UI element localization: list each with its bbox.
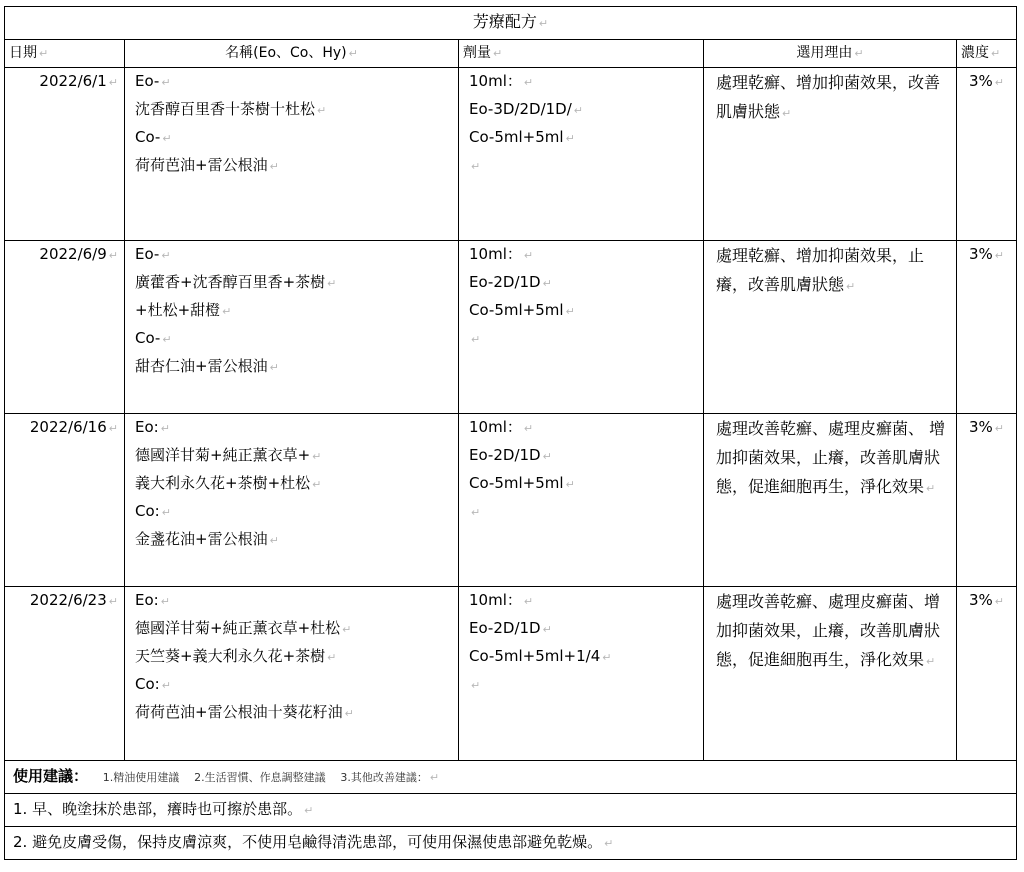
name-cell bbox=[125, 241, 459, 414]
paragraph-mark: ↵ bbox=[994, 249, 1005, 262]
dose-text: 10ml： bbox=[469, 418, 522, 436]
name-line bbox=[135, 587, 458, 615]
date-cell bbox=[5, 414, 125, 587]
usage-label: 使用建議： bbox=[13, 767, 89, 785]
date-text: 2022/6/16 bbox=[29, 418, 107, 436]
paragraph-mark: ↵ bbox=[161, 249, 171, 262]
reason-line bbox=[716, 414, 950, 503]
dose-line bbox=[469, 615, 703, 643]
dose-line bbox=[469, 152, 703, 180]
concentration-cell bbox=[957, 414, 1017, 587]
concentration-cell bbox=[957, 587, 1017, 761]
paragraph-mark: ↵ bbox=[108, 76, 118, 89]
paragraph-mark: ↵ bbox=[108, 422, 118, 435]
paragraph-mark: ↵ bbox=[344, 707, 354, 720]
name-line bbox=[135, 124, 458, 152]
reason-text: 處理乾癬、增加抑菌效果，改善肌膚狀態 bbox=[716, 73, 941, 121]
formula-row bbox=[5, 241, 1017, 414]
table-title: 芳療配方 ↵ bbox=[5, 7, 1017, 40]
usage-item: 3.其他改善建議： bbox=[340, 771, 428, 784]
usage-row bbox=[5, 761, 1017, 794]
paragraph-mark: ↵ bbox=[471, 679, 481, 692]
name-line bbox=[135, 470, 458, 498]
paragraph-mark: ↵ bbox=[108, 595, 118, 608]
date-cell bbox=[5, 587, 125, 761]
name-text: Eo- bbox=[135, 245, 160, 263]
dose-line bbox=[469, 442, 703, 470]
paragraph-mark: ↵ bbox=[161, 679, 171, 692]
name-cell bbox=[125, 68, 459, 241]
paragraph-mark: ↵ bbox=[161, 506, 171, 519]
reason-cell bbox=[704, 68, 957, 241]
paragraph-mark: ↵ bbox=[565, 132, 575, 145]
paragraph-mark: ↵ bbox=[782, 107, 792, 120]
paragraph-mark: ↵ bbox=[542, 450, 552, 463]
concentration-text: 3% bbox=[969, 72, 993, 90]
header-name: 名稱(Eo、Co、Hy) ↵ bbox=[125, 40, 459, 68]
dose-text: 10ml： bbox=[469, 245, 522, 263]
name-line bbox=[135, 325, 458, 353]
name-text: 天竺葵+義大利永久花+茶樹 bbox=[135, 647, 326, 665]
dose-line bbox=[469, 671, 703, 699]
name-text: 德國洋甘菊+純正薰衣草+杜松 bbox=[135, 619, 341, 637]
dose-line bbox=[469, 587, 703, 615]
paragraph-mark: ↵ bbox=[317, 104, 327, 117]
name-text: Co- bbox=[135, 329, 161, 347]
name-text: 甜杏仁油+雷公根油 bbox=[135, 357, 268, 375]
name-text: 德國洋甘菊+純正薰衣草+ bbox=[135, 446, 311, 464]
header-reason: 選用理由 ↵ bbox=[704, 40, 957, 68]
name-text: Eo- bbox=[135, 72, 160, 90]
header-date: 日期 ↵ bbox=[5, 40, 125, 68]
name-line bbox=[135, 68, 458, 96]
name-text: 沈香醇百里香十茶樹十杜松 bbox=[135, 100, 316, 118]
paragraph-mark: ↵ bbox=[327, 277, 337, 290]
paragraph-mark: ↵ bbox=[108, 249, 118, 262]
concentration-text: 3% bbox=[969, 245, 993, 263]
name-line bbox=[135, 152, 458, 180]
paragraph-mark: ↵ bbox=[602, 651, 612, 664]
name-line bbox=[135, 414, 458, 442]
paragraph-mark: ↵ bbox=[523, 249, 534, 262]
date-text: 2022/6/1 bbox=[39, 72, 107, 90]
name-line bbox=[135, 442, 458, 470]
dose-line bbox=[469, 269, 703, 297]
paragraph-mark: ↵ bbox=[269, 534, 279, 547]
paragraph-mark: ↵ bbox=[160, 422, 170, 435]
header-row bbox=[5, 40, 1017, 68]
dose-line bbox=[469, 325, 703, 353]
name-cell bbox=[125, 587, 459, 761]
reason-text: 處理乾癬、增加抑菌效果，止癢，改善肌膚狀態 bbox=[716, 246, 925, 294]
date-text: 2022/6/9 bbox=[39, 245, 107, 263]
dose-text: Co-5ml+5ml bbox=[469, 128, 564, 146]
name-line bbox=[135, 643, 458, 671]
paragraph-mark: ↵ bbox=[312, 478, 322, 491]
dose-line bbox=[469, 241, 703, 269]
paragraph-mark: ↵ bbox=[161, 76, 171, 89]
date-cell bbox=[5, 241, 125, 414]
name-line bbox=[135, 699, 458, 727]
reason-text: 處理改善乾癬、處理皮癬菌、增加抑菌效果，止癢，改善肌膚狀態，促進細胞再生，淨化效果 bbox=[716, 592, 941, 669]
name-text: +杜松+甜橙 bbox=[135, 301, 221, 319]
dose-line bbox=[469, 68, 703, 96]
paragraph-mark: ↵ bbox=[471, 160, 481, 173]
dose-cell bbox=[459, 587, 704, 761]
name-cell bbox=[125, 414, 459, 587]
paragraph-mark: ↵ bbox=[523, 422, 534, 435]
concentration-cell bbox=[957, 241, 1017, 414]
name-text: 荷荷芭油+雷公根油 bbox=[135, 156, 268, 174]
formula-row bbox=[5, 414, 1017, 587]
header-concentration: 濃度 ↵ bbox=[957, 40, 1017, 68]
reason-line bbox=[716, 241, 950, 301]
dose-text: 10ml： bbox=[469, 72, 522, 90]
document bbox=[4, 6, 1016, 860]
name-line bbox=[135, 353, 458, 381]
paragraph-mark: ↵ bbox=[160, 595, 170, 608]
reason-text: 處理改善乾癬、處理皮癬菌、 增加抑菌效果，止癢，改善肌膚狀態，促進細胞再生，淨化效果 bbox=[716, 419, 946, 496]
name-line bbox=[135, 615, 458, 643]
name-line bbox=[135, 297, 458, 325]
dose-text: Co-5ml+5ml bbox=[469, 474, 564, 492]
advice-1: 1. 早、晚塗抹於患部，癢時也可擦於患部。 ↵ bbox=[5, 794, 1017, 827]
paragraph-mark: ↵ bbox=[542, 623, 552, 636]
concentration-text: 3% bbox=[969, 591, 993, 609]
dose-cell bbox=[459, 68, 704, 241]
name-line bbox=[135, 498, 458, 526]
date-cell bbox=[5, 68, 125, 241]
dose-text: 10ml： bbox=[469, 591, 522, 609]
advice-row bbox=[5, 794, 1017, 827]
paragraph-mark: ↵ bbox=[222, 305, 232, 318]
dose-line bbox=[469, 470, 703, 498]
reason-cell bbox=[704, 587, 957, 761]
name-line bbox=[135, 241, 458, 269]
paragraph-mark: ↵ bbox=[471, 506, 481, 519]
paragraph-mark: ↵ bbox=[926, 482, 936, 495]
dose-text: Eo-2D/1D bbox=[469, 619, 541, 637]
paragraph-mark: ↵ bbox=[994, 422, 1005, 435]
usage-item: 1.精油使用建議 bbox=[102, 771, 180, 784]
paragraph-mark: ↵ bbox=[162, 333, 172, 346]
concentration-text: 3% bbox=[969, 418, 993, 436]
paragraph-mark: ↵ bbox=[523, 595, 534, 608]
dose-line bbox=[469, 96, 703, 124]
dose-text: Eo-2D/1D bbox=[469, 273, 541, 291]
dose-cell bbox=[459, 241, 704, 414]
dose-line bbox=[469, 414, 703, 442]
name-text: 金盞花油+雷公根油 bbox=[135, 530, 268, 548]
reason-cell bbox=[704, 241, 957, 414]
name-text: 廣藿香+沈香醇百里香+茶樹 bbox=[135, 273, 326, 291]
formula-row bbox=[5, 587, 1017, 761]
paragraph-mark: ↵ bbox=[312, 450, 322, 463]
dose-text: Eo-3D/2D/1D/ bbox=[469, 100, 572, 118]
aromatherapy-table bbox=[4, 6, 1017, 860]
dose-line bbox=[469, 297, 703, 325]
paragraph-mark: ↵ bbox=[342, 623, 352, 636]
paragraph-mark: ↵ bbox=[523, 76, 534, 89]
advice-2: 2. 避免皮膚受傷，保持皮膚涼爽，不使用皂鹼得清洗患部，可使用保濕使患部避免乾燥。 ↵ bbox=[5, 827, 1017, 860]
paragraph-mark: ↵ bbox=[565, 478, 575, 491]
name-line bbox=[135, 96, 458, 124]
paragraph-mark: ↵ bbox=[162, 132, 172, 145]
reason-line bbox=[716, 587, 950, 676]
header-dose: 劑量 ↵ bbox=[459, 40, 704, 68]
dose-line bbox=[469, 643, 703, 671]
date-text: 2022/6/23 bbox=[29, 591, 107, 609]
paragraph-mark: ↵ bbox=[542, 277, 552, 290]
name-text: Co: bbox=[135, 502, 160, 520]
name-text: Eo: bbox=[135, 591, 159, 609]
name-text: Co: bbox=[135, 675, 160, 693]
paragraph-mark: ↵ bbox=[573, 104, 584, 117]
formula-row bbox=[5, 68, 1017, 241]
paragraph-mark: ↵ bbox=[994, 76, 1005, 89]
concentration-cell bbox=[957, 68, 1017, 241]
paragraph-mark: ↵ bbox=[471, 333, 481, 346]
advice-row bbox=[5, 827, 1017, 860]
paragraph-mark: ↵ bbox=[269, 160, 279, 173]
dose-line bbox=[469, 124, 703, 152]
paragraph-mark: ↵ bbox=[269, 361, 279, 374]
paragraph-mark: ↵ bbox=[926, 655, 936, 668]
name-text: Eo: bbox=[135, 418, 159, 436]
dose-text: Eo-2D/1D bbox=[469, 446, 541, 464]
name-text: Co- bbox=[135, 128, 161, 146]
name-line bbox=[135, 671, 458, 699]
dose-text: Co-5ml+5ml bbox=[469, 301, 564, 319]
title-row bbox=[5, 7, 1017, 40]
paragraph-mark: ↵ bbox=[565, 305, 575, 318]
dose-text: Co-5ml+5ml+1/4 bbox=[469, 647, 601, 665]
paragraph-mark: ↵ bbox=[846, 280, 856, 293]
name-line bbox=[135, 526, 458, 554]
usage-item: 2.生活習慣、作息調整建議 bbox=[194, 771, 326, 784]
name-text: 義大利永久花+茶樹+杜松 bbox=[135, 474, 311, 492]
name-text: 荷荷芭油+雷公根油十葵花籽油 bbox=[135, 703, 343, 721]
reason-cell bbox=[704, 414, 957, 587]
name-line bbox=[135, 269, 458, 297]
dose-cell bbox=[459, 414, 704, 587]
paragraph-mark: ↵ bbox=[327, 651, 337, 664]
paragraph-mark: ↵ bbox=[994, 595, 1005, 608]
usage-cell: 使用建議： 1.精油使用建議 2.生活習慣、作息調整建議 3.其他改善建議： ↵ bbox=[5, 761, 1017, 794]
reason-line bbox=[716, 68, 950, 128]
dose-line bbox=[469, 498, 703, 526]
